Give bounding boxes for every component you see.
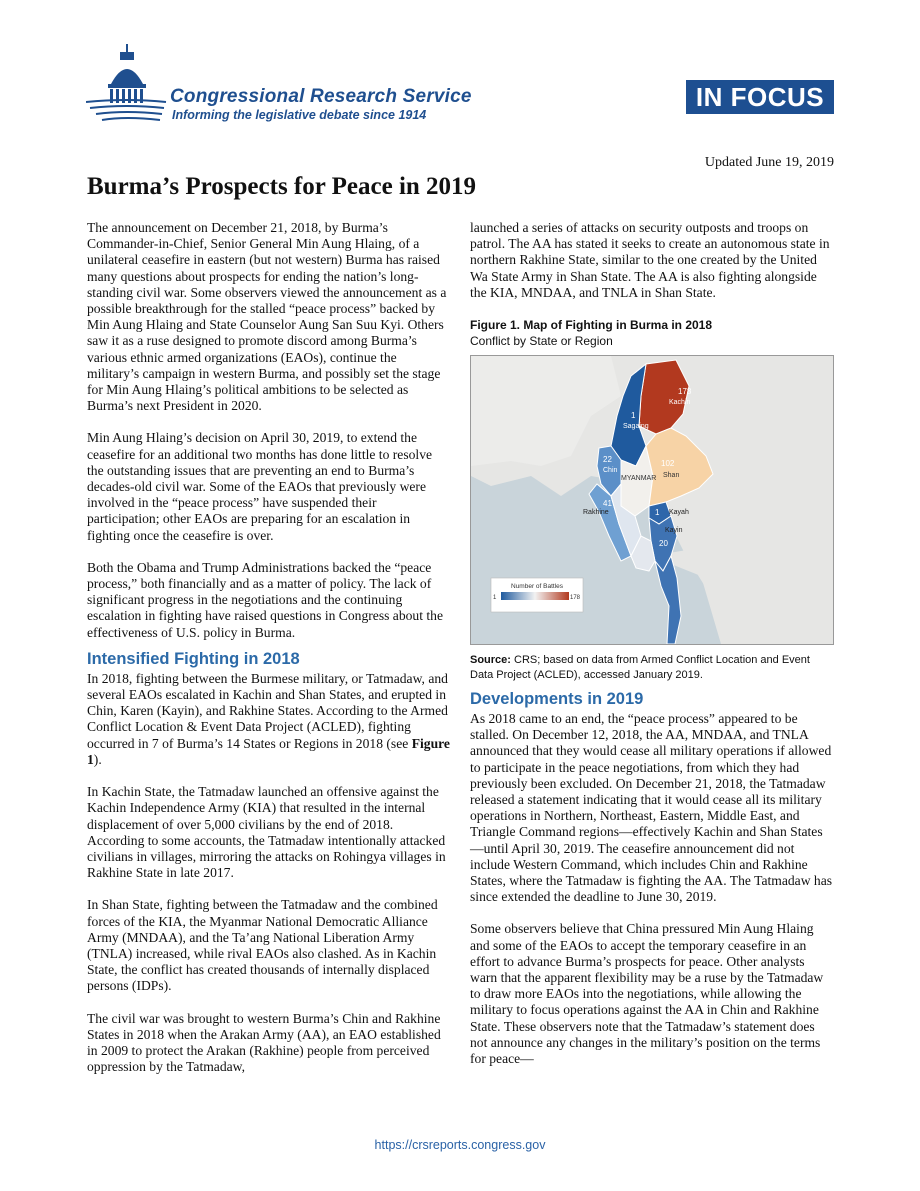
updated-date: Updated June 19, 2019 — [704, 155, 834, 170]
in-focus-badge: IN FOCUS — [686, 80, 834, 114]
value-kayin: 20 — [659, 539, 668, 549]
source-label: Source: — [470, 654, 511, 667]
left-column — [87, 220, 451, 1091]
paragraph: The civil war was brought to western Burma’s Chin and Rakhine States in 2018 when the Arakan Army (AA), an EAO established in 2009 to protect the Arakan (Rakhine) people from perceived oppression by the Tatmadaw, — [87, 1010, 441, 1075]
value-chin: 22 — [603, 455, 612, 465]
paragraph: Both the Obama and Trump Administrations backed the “peace process,” both financially and as a matter of policy. The lack of significant progress in the negotiations and the continuing escalation in fighting have raised questions in Congress about the effectiveness of U.S. policy in Burma. — [87, 559, 444, 640]
value-shan: 102 — [661, 459, 675, 469]
figure-source — [470, 653, 834, 683]
paragraph: The announcement on December 21, 2018, by Burma’s Commander-in-Chief, Senior General Min Aung Hlaing, of a unilateral ceasefire in eastern (but not western) Burma has raised many questions about prospects for ending the nation’s long-standing civil war. Some observers viewed the announcement as a possible breakthrough for the stalled “peace process” backed by Min Aung Hlaing and State Counselor Aung San Suu Kyi. Others saw it as a ruse designed to promote discord among Burma’s various ethnic armed organizations (EAOs), continue the military’s campaign in western Burma, and possibly set the stage for Min Aung Hlaing’s political ambitions to be selected as Burma’s next President in 2020. — [87, 220, 447, 414]
label-sagaing: Sagaing — [623, 423, 649, 431]
label-kayah: Kayah — [669, 509, 689, 517]
label-rakhine: Rakhine — [583, 509, 609, 517]
figure-subtitle: Conflict by State or Region — [470, 334, 613, 349]
label-kachin: Kachin — [669, 399, 691, 407]
paragraph: Some observers believe that China pressured Min Aung Hlaing and some of the EAOs to accept the temporary ceasefire in an effort to advance Burma’s prospects for peace. Other analysts warn that the apparent flexibility may be a ruse by the Tatmadaw to draw more EAOs into the negotiations, while allowing the military to focus operations against the AA in Chin and Rakhine State. These observers note that the Tatmadaw’s statement does not announce any changes in the military’s position on the terms for peace— — [470, 921, 824, 1067]
paragraph: launched a series of attacks on security outposts and troops on patrol. The AA has stated it seeks to create an autonomous state in northern Rakhine State, similar to the one created by the United Wa State Army in Shan State. The AA is also fighting alongside the KIA, MNDAA, and TNLA in Shan State. — [470, 220, 830, 300]
section-heading-developments: Developments in 2019 — [470, 690, 644, 709]
value-rakhine: 41 — [603, 499, 612, 509]
page-title: Burma’s Prospects for Peace in 2019 — [87, 173, 477, 200]
label-chin: Chin — [603, 467, 618, 475]
paragraph-text: In 2018, fighting between the Burmese military, or Tatmadaw, and several EAOs escalated in Kachin and Shan States, and erupted in Chin, Karen (Kayin), and Rakhine States. According to the Armed Conflict Location & Event Data Project (ACLED), fighting occurred in 7 of Burma’s 14 States or Regions in 2018 (see — [87, 670, 448, 751]
paragraph: In Shan State, fighting between the Tatmadaw and the combined forces of the KIA, the Myanmar National Democratic Alliance Army (MNDAA), and the Ta’ang National Liberation Army (TNLA) increased, while rival EAOs also clashed. As in Kachin State, the conflict has created thousands of internally displaced persons (IDPs). — [87, 897, 438, 994]
paragraph: As 2018 came to an end, the “peace process” appeared to be stalled. On December 12, 2018, the AA, MNDAA, and TNLA announced that they would cease all military operations if allowed to participate in the peace negotiations, from which they had previously been excluded. On December 21, 2018, the Tatmadaw released a statement indicating that it would cease all its military operations in Northern, Northeast, Eastern, Middle East, and Triangle Command regions—effectively Kachin and Shan States—until April 30, 2019. The ceasefire announcement did not include Western Command, which includes Chin and Rakhine States, where the Tatmadaw is fighting the AA. The Tatmadaw has since extended the deadline to June 30, 2019. — [470, 711, 833, 905]
map-legend — [491, 578, 583, 612]
label-shan: Shan — [663, 472, 680, 480]
value-kayah: 1 — [655, 508, 660, 518]
legend-title: Number of Battles — [511, 583, 564, 591]
label-myanmar: MYANMAR — [621, 475, 657, 483]
conflict-map — [470, 355, 834, 645]
section-heading-intensified: Intensified Fighting in 2018 — [87, 649, 300, 668]
map-graphic — [471, 356, 833, 644]
figure-title: Figure 1. Map of Fighting in Burma in 2018 — [470, 318, 713, 333]
capitol-dome-icon — [86, 40, 176, 130]
org-name: Congressional Research Service — [170, 86, 472, 107]
legend-gradient — [501, 592, 569, 600]
value-kachin: 178 — [678, 387, 692, 397]
paragraph-text: ). — [93, 751, 102, 767]
source-text: CRS; based on data from Armed Conflict Location and Event Data Project (ACLED), accessed January 2019. — [470, 654, 810, 682]
legend-max: 178 — [570, 595, 581, 602]
figure-reference: Figure 1 — [87, 735, 450, 767]
paragraph — [87, 671, 451, 768]
right-column — [470, 220, 834, 1083]
org-tagline: Informing the legislative debate since 1914 — [172, 108, 427, 122]
value-sagaing: 1 — [631, 411, 636, 421]
label-kayin: Kayin — [665, 527, 683, 535]
legend-min: 1 — [493, 595, 497, 602]
footer-url-link[interactable]: https://crsreports.congress.gov — [374, 1138, 546, 1152]
paragraph: Min Aung Hlaing’s decision on April 30, 2019, to extend the ceasefire for an additional two months has done little to resolve the outstanding issues that are preventing an end to Burma’s decades-old civil war. Some of the EAOs that previously were involved in the “peace process” have suspended their participation; other EAOs are preparing for an escalation in fighting once the ceasefire is over. — [87, 430, 433, 543]
paragraph: In Kachin State, the Tatmadaw launched an offensive against the Kachin Independence Army (KIA) that resulted in the internal displacement of over 5,000 civilians by the end of 2018. According to some accounts, the Tatmadaw intentionally attacked civilians in villages, mirroring the attacks on Rohingya villages in Rakhine State in late 2017. — [87, 784, 446, 881]
